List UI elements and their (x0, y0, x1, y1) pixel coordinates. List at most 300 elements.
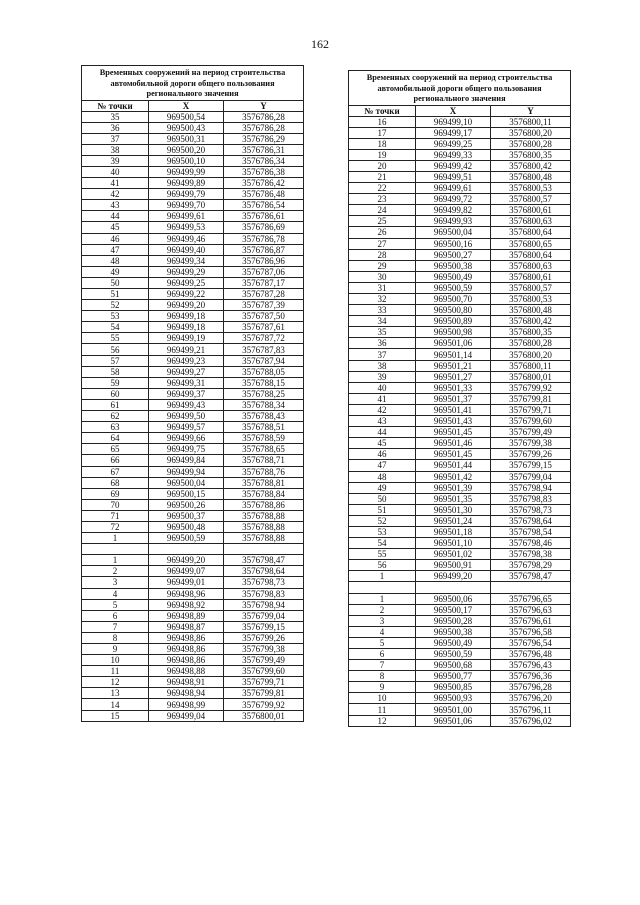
point-number-cell: 66 (82, 455, 149, 466)
table-row (82, 333, 304, 344)
table-row (349, 238, 571, 249)
point-number-cell: 8 (82, 632, 149, 643)
x-coordinate-cell: 969498,88 (149, 666, 224, 677)
y-coordinate-cell: 3576796,65 (491, 593, 571, 604)
table-row (82, 211, 304, 222)
y-coordinate-cell (491, 582, 571, 593)
table-row (82, 111, 304, 122)
table-row (349, 160, 571, 171)
point-number-cell: 53 (349, 526, 416, 537)
x-coordinate-cell: 969500,85 (416, 682, 491, 693)
y-coordinate-cell: 3576799,71 (491, 404, 571, 415)
x-coordinate-cell: 969500,43 (149, 122, 224, 133)
point-number-cell: 27 (349, 238, 416, 249)
table-row (82, 555, 304, 566)
y-coordinate-cell: 3576788,25 (224, 388, 304, 399)
x-coordinate-cell: 969498,92 (149, 599, 224, 610)
table-row (82, 422, 304, 433)
y-coordinate-cell: 3576796,28 (491, 682, 571, 693)
y-coordinate-cell: 3576788,15 (224, 377, 304, 388)
y-coordinate-cell: 3576800,20 (491, 127, 571, 138)
x-coordinate-cell: 969499,66 (149, 433, 224, 444)
y-coordinate-cell: 3576786,28 (224, 122, 304, 133)
point-number-cell: 41 (82, 178, 149, 189)
y-coordinate-cell: 3576787,50 (224, 311, 304, 322)
table-row (82, 455, 304, 466)
point-number-cell: 5 (349, 637, 416, 648)
table-row (82, 166, 304, 177)
x-coordinate-cell (149, 544, 224, 555)
point-number-cell: 17 (349, 127, 416, 138)
y-coordinate-cell: 3576786,54 (224, 200, 304, 211)
table-row (349, 404, 571, 415)
point-number-cell: 9 (349, 682, 416, 693)
y-coordinate-cell: 3576798,73 (491, 504, 571, 515)
x-coordinate-cell: 969501,00 (416, 704, 491, 715)
point-number-cell: 49 (82, 266, 149, 277)
table-row (349, 171, 571, 182)
x-coordinate-cell: 969499,42 (416, 160, 491, 171)
point-number-cell: 18 (349, 138, 416, 149)
y-coordinate-cell: 3576788,59 (224, 433, 304, 444)
x-coordinate-cell: 969499,18 (149, 311, 224, 322)
point-number-cell: 32 (349, 294, 416, 305)
x-coordinate-cell: 969498,86 (149, 632, 224, 643)
x-coordinate-cell: 969499,37 (149, 388, 224, 399)
x-coordinate-cell: 969501,14 (416, 349, 491, 360)
x-coordinate-cell: 969499,18 (149, 322, 224, 333)
point-number-cell: 60 (82, 388, 149, 399)
table-row (349, 416, 571, 427)
column-header-x: X (416, 105, 491, 116)
x-coordinate-cell: 969499,75 (149, 444, 224, 455)
y-coordinate-cell: 3576798,47 (224, 555, 304, 566)
x-coordinate-cell: 969500,89 (416, 316, 491, 327)
y-coordinate-cell: 3576800,63 (491, 216, 571, 227)
point-number-cell: 5 (82, 599, 149, 610)
point-number-cell: 50 (82, 277, 149, 288)
table-row (349, 282, 571, 293)
x-coordinate-cell: 969499,20 (149, 555, 224, 566)
table-row (349, 116, 571, 127)
table-row (82, 289, 304, 300)
x-coordinate-cell: 969500,49 (416, 637, 491, 648)
y-coordinate-cell: 3576799,49 (224, 655, 304, 666)
x-coordinate-cell: 969499,22 (149, 289, 224, 300)
x-coordinate-cell: 969500,04 (149, 477, 224, 488)
x-coordinate-cell: 969499,23 (149, 355, 224, 366)
y-coordinate-cell: 3576796,54 (491, 637, 571, 648)
point-number-cell: 64 (82, 433, 149, 444)
table-row (82, 477, 304, 488)
table-row (82, 621, 304, 632)
x-coordinate-cell: 969500,10 (149, 155, 224, 166)
y-coordinate-cell: 3576786,29 (224, 133, 304, 144)
table-row (82, 588, 304, 599)
point-number-cell: 65 (82, 444, 149, 455)
point-number-cell: 63 (82, 422, 149, 433)
table-row (82, 577, 304, 588)
table-row (349, 149, 571, 160)
x-coordinate-cell: 969499,84 (149, 455, 224, 466)
column-header-y: Y (491, 105, 571, 116)
y-coordinate-cell: 3576786,69 (224, 222, 304, 233)
x-coordinate-cell: 969500,17 (416, 604, 491, 615)
table-row (82, 632, 304, 643)
y-coordinate-cell: 3576800,11 (491, 360, 571, 371)
point-number-cell: 2 (82, 566, 149, 577)
table-row (349, 693, 571, 704)
table-row (349, 649, 571, 660)
y-coordinate-cell: 3576800,53 (491, 183, 571, 194)
y-coordinate-cell: 3576786,38 (224, 166, 304, 177)
y-coordinate-cell: 3576800,42 (491, 160, 571, 171)
x-coordinate-cell: 969501,37 (416, 393, 491, 404)
x-coordinate-cell: 969499,27 (149, 366, 224, 377)
table-row (82, 399, 304, 410)
table-row (349, 560, 571, 571)
x-coordinate-cell: 969499,79 (149, 189, 224, 200)
table-row (349, 382, 571, 393)
table-row (349, 127, 571, 138)
table-row (82, 344, 304, 355)
x-coordinate-cell: 969500,49 (416, 271, 491, 282)
point-number-cell: 19 (349, 149, 416, 160)
table-row (82, 122, 304, 133)
point-number-cell: 46 (82, 233, 149, 244)
point-number-cell: 37 (82, 133, 149, 144)
y-coordinate-cell: 3576786,87 (224, 244, 304, 255)
point-number-cell: 72 (82, 521, 149, 532)
point-number-cell: 39 (82, 155, 149, 166)
y-coordinate-cell: 3576800,20 (491, 349, 571, 360)
point-number-cell: 45 (82, 222, 149, 233)
point-number-cell: 40 (349, 382, 416, 393)
table-row (349, 526, 571, 537)
x-coordinate-cell: 969501,33 (416, 382, 491, 393)
x-coordinate-cell: 969500,91 (416, 560, 491, 571)
table-row (82, 178, 304, 189)
y-coordinate-cell: 3576800,35 (491, 149, 571, 160)
point-number-cell: 43 (349, 416, 416, 427)
x-coordinate-cell: 969500,38 (416, 626, 491, 637)
x-coordinate-cell: 969498,89 (149, 610, 224, 621)
column-header-y: Y (224, 100, 304, 111)
y-coordinate-cell: 3576786,61 (224, 211, 304, 222)
point-number-cell: 59 (82, 377, 149, 388)
point-number-cell: 41 (349, 393, 416, 404)
table-row (82, 699, 304, 710)
table-row (82, 366, 304, 377)
x-coordinate-cell: 969500,38 (416, 260, 491, 271)
table-row (82, 144, 304, 155)
y-coordinate-cell: 3576799,38 (224, 644, 304, 655)
point-number-cell: 12 (349, 715, 416, 726)
table-row (349, 493, 571, 504)
table-row (82, 533, 304, 544)
x-coordinate-cell: 969500,20 (149, 144, 224, 155)
y-coordinate-cell: 3576796,02 (491, 715, 571, 726)
point-number-cell: 56 (82, 344, 149, 355)
point-number-cell: 31 (349, 282, 416, 293)
coordinates-table-right (348, 70, 571, 727)
x-coordinate-cell: 969498,96 (149, 588, 224, 599)
table-row (349, 438, 571, 449)
table-row (349, 471, 571, 482)
table-row (349, 205, 571, 216)
table-row (82, 710, 304, 721)
x-coordinate-cell: 969499,04 (149, 710, 224, 721)
x-coordinate-cell: 969499,20 (149, 300, 224, 311)
point-number-cell: 71 (82, 510, 149, 521)
table-row (349, 449, 571, 460)
y-coordinate-cell: 3576799,15 (491, 460, 571, 471)
table-row (82, 655, 304, 666)
table-row (349, 371, 571, 382)
table-row (349, 615, 571, 626)
y-coordinate-cell: 3576799,49 (491, 427, 571, 438)
column-header-point: № точки (82, 100, 149, 111)
y-coordinate-cell: 3576800,01 (491, 371, 571, 382)
table-row (82, 377, 304, 388)
x-coordinate-cell: 969500,28 (416, 615, 491, 626)
table-row (82, 233, 304, 244)
table-row (82, 688, 304, 699)
y-coordinate-cell: 3576788,88 (224, 510, 304, 521)
column-header-x: X (149, 100, 224, 111)
point-number-cell: 6 (82, 610, 149, 621)
table-row (82, 566, 304, 577)
y-coordinate-cell: 3576798,29 (491, 560, 571, 571)
x-coordinate-cell: 969500,06 (416, 593, 491, 604)
x-coordinate-cell: 969501,39 (416, 482, 491, 493)
point-number-cell: 7 (82, 621, 149, 632)
y-coordinate-cell: 3576799,92 (491, 382, 571, 393)
point-number-cell: 10 (82, 655, 149, 666)
point-number-cell: 11 (82, 666, 149, 677)
table-row (349, 138, 571, 149)
y-coordinate-cell: 3576796,48 (491, 649, 571, 660)
point-number-cell: 40 (82, 166, 149, 177)
y-coordinate-cell: 3576787,17 (224, 277, 304, 288)
x-coordinate-cell: 969499,31 (149, 377, 224, 388)
table-row (349, 216, 571, 227)
table-row (349, 294, 571, 305)
point-number-cell: 52 (82, 300, 149, 311)
point-number-cell: 48 (82, 255, 149, 266)
table-row (349, 660, 571, 671)
point-number-cell: 67 (82, 466, 149, 477)
x-coordinate-cell: 969498,87 (149, 621, 224, 632)
y-coordinate-cell: 3576788,34 (224, 399, 304, 410)
x-coordinate-cell: 969498,99 (149, 699, 224, 710)
x-coordinate-cell: 969499,61 (149, 211, 224, 222)
table-row (349, 338, 571, 349)
table-row (349, 305, 571, 316)
point-number-cell: 51 (349, 504, 416, 515)
point-number-cell: 23 (349, 194, 416, 205)
point-number-cell: 25 (349, 216, 416, 227)
x-coordinate-cell: 969500,59 (416, 282, 491, 293)
point-number-cell: 51 (82, 289, 149, 300)
point-number-cell: 14 (82, 699, 149, 710)
table-row (349, 194, 571, 205)
point-number-cell: 42 (82, 189, 149, 200)
y-coordinate-cell: 3576788,81 (224, 477, 304, 488)
y-coordinate-cell: 3576787,28 (224, 289, 304, 300)
table-row (349, 183, 571, 194)
table-row (82, 510, 304, 521)
x-coordinate-cell: 969499,20 (416, 571, 491, 582)
table-row (349, 637, 571, 648)
point-number-cell: 20 (349, 160, 416, 171)
x-coordinate-cell: 969498,86 (149, 644, 224, 655)
y-coordinate-cell: 3576799,81 (224, 688, 304, 699)
x-coordinate-cell: 969501,06 (416, 338, 491, 349)
y-coordinate-cell: 3576800,65 (491, 238, 571, 249)
point-number-cell: 2 (349, 604, 416, 615)
table-row (82, 411, 304, 422)
x-coordinate-cell: 969500,37 (149, 510, 224, 521)
y-coordinate-cell: 3576788,43 (224, 411, 304, 422)
point-number-cell: 9 (82, 644, 149, 655)
x-coordinate-cell: 969501,44 (416, 460, 491, 471)
point-number-cell (82, 544, 149, 555)
y-coordinate-cell: 3576799,92 (224, 699, 304, 710)
x-coordinate-cell: 969499,21 (149, 344, 224, 355)
x-coordinate-cell: 969499,25 (416, 138, 491, 149)
x-coordinate-cell: 969498,91 (149, 677, 224, 688)
table-row (82, 466, 304, 477)
point-number-cell: 12 (82, 677, 149, 688)
x-coordinate-cell: 969501,27 (416, 371, 491, 382)
x-coordinate-cell: 969499,29 (149, 266, 224, 277)
y-coordinate-cell: 3576800,11 (491, 116, 571, 127)
point-number-cell: 26 (349, 227, 416, 238)
table-row (82, 610, 304, 621)
x-coordinate-cell: 969501,24 (416, 515, 491, 526)
table-row (349, 593, 571, 604)
y-coordinate-cell: 3576788,84 (224, 488, 304, 499)
y-coordinate-cell: 3576786,28 (224, 111, 304, 122)
table-row (349, 715, 571, 726)
y-coordinate-cell: 3576798,38 (491, 549, 571, 560)
x-coordinate-cell: 969500,04 (416, 227, 491, 238)
y-coordinate-cell: 3576798,64 (491, 515, 571, 526)
x-coordinate-cell: 969499,33 (416, 149, 491, 160)
y-coordinate-cell: 3576787,72 (224, 333, 304, 344)
table-title: Временных сооружений на период строительства автомобильной дороги общего пользования регионального значения (349, 71, 571, 106)
table-row (349, 249, 571, 260)
y-coordinate-cell: 3576788,86 (224, 499, 304, 510)
table-row (82, 244, 304, 255)
point-number-cell: 1 (349, 593, 416, 604)
point-number-cell: 36 (82, 122, 149, 133)
point-number-cell: 4 (349, 626, 416, 637)
x-coordinate-cell: 969499,57 (149, 422, 224, 433)
table-row (349, 482, 571, 493)
table-row (349, 360, 571, 371)
page-number: 162 (311, 37, 329, 51)
x-coordinate-cell: 969499,10 (416, 116, 491, 127)
table-row (82, 677, 304, 688)
table-row (82, 266, 304, 277)
x-coordinate-cell: 969499,94 (149, 466, 224, 477)
x-coordinate-cell: 969500,27 (416, 249, 491, 260)
y-coordinate-cell: 3576786,96 (224, 255, 304, 266)
x-coordinate-cell: 969501,46 (416, 438, 491, 449)
x-coordinate-cell: 969501,18 (416, 526, 491, 537)
table-row (349, 460, 571, 471)
y-coordinate-cell: 3576786,42 (224, 178, 304, 189)
table-row (349, 682, 571, 693)
x-coordinate-cell: 969500,15 (149, 488, 224, 499)
x-coordinate-cell: 969501,21 (416, 360, 491, 371)
point-number-cell: 7 (349, 660, 416, 671)
x-coordinate-cell: 969499,43 (149, 399, 224, 410)
table-row (349, 582, 571, 593)
table-row (349, 626, 571, 637)
x-coordinate-cell: 969500,59 (149, 533, 224, 544)
y-coordinate-cell: 3576796,63 (491, 604, 571, 615)
x-coordinate-cell: 969500,16 (416, 238, 491, 249)
y-coordinate-cell: 3576799,71 (224, 677, 304, 688)
table-title: Временных сооружений на период строительства автомобильной дороги общего пользования регионального значения (82, 66, 304, 101)
y-coordinate-cell: 3576799,26 (491, 449, 571, 460)
table-row (349, 349, 571, 360)
y-coordinate-cell: 3576787,83 (224, 344, 304, 355)
table-row (82, 444, 304, 455)
point-number-cell: 36 (349, 338, 416, 349)
point-number-cell: 48 (349, 471, 416, 482)
x-coordinate-cell: 969499,40 (149, 244, 224, 255)
point-number-cell: 11 (349, 704, 416, 715)
y-coordinate-cell (224, 544, 304, 555)
point-number-cell: 43 (82, 200, 149, 211)
point-number-cell: 3 (349, 615, 416, 626)
point-number-cell: 53 (82, 311, 149, 322)
table-row (82, 644, 304, 655)
x-coordinate-cell: 969499,25 (149, 277, 224, 288)
x-coordinate-cell: 969501,43 (416, 416, 491, 427)
point-number-cell: 49 (349, 482, 416, 493)
point-number-cell: 52 (349, 515, 416, 526)
point-number-cell: 1 (349, 571, 416, 582)
point-number-cell: 13 (82, 688, 149, 699)
point-number-cell: 54 (82, 322, 149, 333)
y-coordinate-cell: 3576798,64 (224, 566, 304, 577)
table-row (82, 388, 304, 399)
x-coordinate-cell: 969499,61 (416, 183, 491, 194)
table-row (82, 499, 304, 510)
point-number-cell: 57 (82, 355, 149, 366)
y-coordinate-cell: 3576796,11 (491, 704, 571, 715)
point-number-cell: 33 (349, 305, 416, 316)
y-coordinate-cell: 3576786,31 (224, 144, 304, 155)
x-coordinate-cell: 969501,30 (416, 504, 491, 515)
x-coordinate-cell: 969500,70 (416, 294, 491, 305)
y-coordinate-cell: 3576796,36 (491, 671, 571, 682)
point-number-cell: 55 (82, 333, 149, 344)
table-row (349, 549, 571, 560)
point-number-cell: 30 (349, 271, 416, 282)
table-row (82, 521, 304, 532)
y-coordinate-cell: 3576787,61 (224, 322, 304, 333)
y-coordinate-cell: 3576799,81 (491, 393, 571, 404)
y-coordinate-cell: 3576796,20 (491, 693, 571, 704)
point-number-cell: 8 (349, 671, 416, 682)
table-row (349, 327, 571, 338)
